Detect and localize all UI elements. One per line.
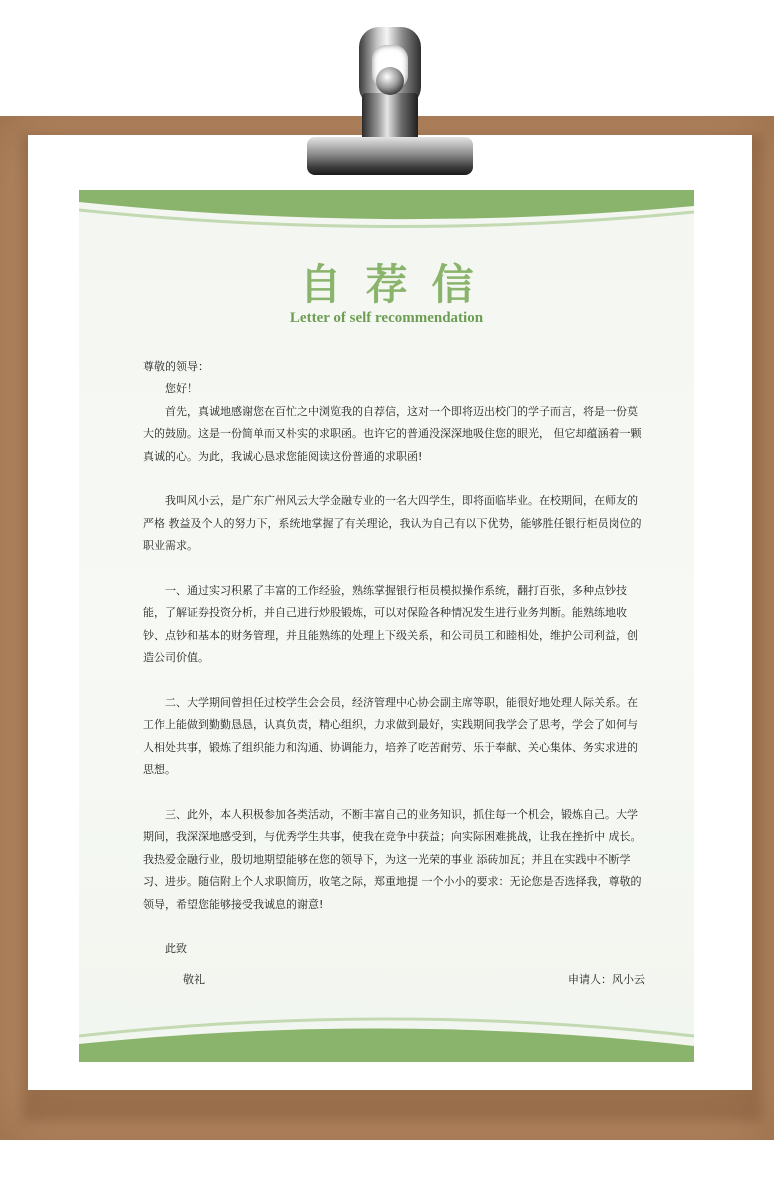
signature-row [143, 969, 645, 991]
letter-title: 自荐信 [299, 260, 498, 309]
clip-base [307, 137, 473, 175]
paragraph-point-1: 一、通过实习积累了丰富的工作经验，熟练掌握银行柜员模拟操作系统，翻打百张，多种点钞技能，了解证券投资分析，并自己进行炒股锻炼，可以对保险各种情况发生进行业务判断。能熟练地收钞、点钞和基本的财务管理，并且能熟练的处理上下级关系，和公司员工和睦相处，维护公司利益，创造公司价值。 [143, 584, 638, 665]
salutation: 尊敬的领导： [143, 360, 209, 373]
bottom-green-wave [79, 1006, 694, 1062]
regards: 敬礼 [183, 972, 205, 986]
paragraph-point-2: 二、大学期间曾担任过校学生会会员，经济管理中心协会副主席等职，能很好地处理人际关系。在工作上能做到勤勤恳恳，认真负责，精心组织，力求做到最好，实践期间我学会了思考，学会了如何与人相处共事，锻炼了组织能力和沟通、协调能力，培养了吃苦耐劳、乐于奉献、关心集体、务实求进的思想。 [143, 696, 638, 777]
letter-subtitle: Letter of self recommendation [289, 310, 484, 326]
letter-paper [79, 190, 694, 1062]
letter-body [143, 356, 645, 991]
applicant: 申请人：风小云 [568, 972, 645, 986]
paragraph-point-3: 三、此外，本人积极参加各类活动，不断丰富自己的业务知识，抓住每一个机会，锻炼自己。大学期间，我深深地感受到，与优秀学生共事，使我在竞争中获益；向实际困难挑战，让我在挫折中 成长。我热爱金融行业，殷切地期望能够在您的领导下，为这一光荣的事业 添砖加瓦；并且在实践中不断学习、进步。随信附上个人求职简历，收笔之际，郑重地提 一个小小的要求：无论您是否选择我，尊敬的领导，希望您能够接受我诚息的谢意! [143, 808, 642, 911]
top-green-wave [79, 190, 694, 238]
greeting: 您好！ [165, 382, 198, 396]
paragraph-intro: 首先，真诚地感谢您在百忙之中浏览我的自荐信，这对一个即将迈出校门的学子而言，将是一份莫大的鼓励。这是一份简单而又朴实的求职函。也许它的普通没深深地吸住您的眼光， 但它却蕴涵着一颗真诚的心。为此，我诚心恳求您能阅读这份普通的求职函! [143, 404, 642, 463]
binder-clip [300, 25, 480, 180]
clip-rivet [376, 67, 404, 95]
paragraph-self: 我叫风小云，是广东广州风云大学金融专业的一名大四学生，即将面临毕业。在校期间，在师友的严格 教益及个人的努力下，系统地掌握了有关理论，我认为自己有以下优势，能够胜任银行柜员岗位的职业需求。 [143, 494, 642, 553]
closing: 此致 [165, 942, 187, 956]
